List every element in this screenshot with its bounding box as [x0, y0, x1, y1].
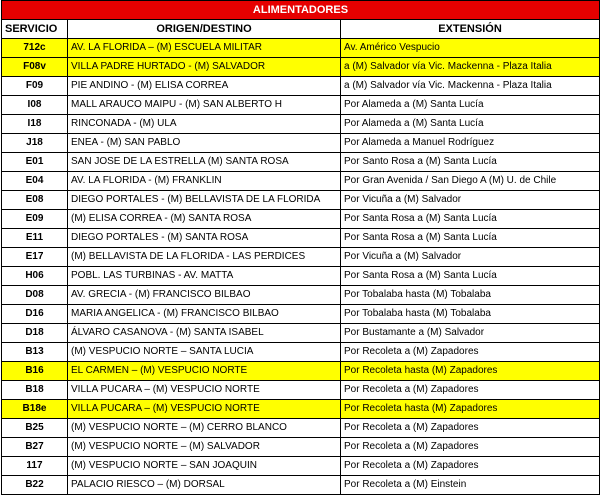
- cell-extension: Por Bustamante a (M) Salvador: [341, 324, 600, 343]
- table-row: [2, 115, 600, 134]
- table-row: [2, 438, 600, 457]
- cell-extension: Por Recoleta a (M) Zapadores: [341, 343, 600, 362]
- cell-servicio: I08: [2, 96, 68, 115]
- cell-extension: Por Recoleta a (M) Zapadores: [341, 381, 600, 400]
- table-row: [2, 343, 600, 362]
- cell-extension: Por Recoleta a (M) Einstein: [341, 476, 600, 495]
- cell-servicio: B22: [2, 476, 68, 495]
- table-row: [2, 39, 600, 58]
- cell-extension: Por Alameda a Manuel Rodríguez: [341, 134, 600, 153]
- cell-extension: Por Gran Avenida / San Diego A (M) U. de Chile: [341, 172, 600, 191]
- table-row: [2, 58, 600, 77]
- cell-extension: Por Alameda a (M) Santa Lucía: [341, 96, 600, 115]
- table-row: [2, 457, 600, 476]
- cell-origen-destino: (M) ELISA CORREA - (M) SANTA ROSA: [68, 210, 341, 229]
- header-servicio: SERVICIO: [2, 20, 68, 39]
- cell-extension: Por Recoleta hasta (M) Zapadores: [341, 362, 600, 381]
- cell-origen-destino: SAN JOSE DE LA ESTRELLA (M) SANTA ROSA: [68, 153, 341, 172]
- cell-origen-destino: (M) VESPUCIO NORTE – SAN JOAQUIN: [68, 457, 341, 476]
- cell-extension: Por Vicuña a (M) Salvador: [341, 248, 600, 267]
- cell-servicio: B25: [2, 419, 68, 438]
- header-origen-destino: ORIGEN/DESTINO: [68, 20, 341, 39]
- cell-servicio: D16: [2, 305, 68, 324]
- cell-extension: Por Alameda a (M) Santa Lucía: [341, 115, 600, 134]
- table-row: [2, 134, 600, 153]
- cell-origen-destino: (M) BELLAVISTA DE LA FLORIDA - LAS PERDICES: [68, 248, 341, 267]
- cell-servicio: E09: [2, 210, 68, 229]
- cell-servicio: 712c: [2, 39, 68, 58]
- cell-origen-destino: ÁLVARO CASANOVA - (M) SANTA ISABEL: [68, 324, 341, 343]
- cell-origen-destino: VILLA PUCARA – (M) VESPUCIO NORTE: [68, 381, 341, 400]
- table-row: [2, 77, 600, 96]
- cell-extension: Por Vicuña a (M) Salvador: [341, 191, 600, 210]
- cell-extension: Por Santo Rosa a (M) Santa Lucía: [341, 153, 600, 172]
- cell-servicio: 117: [2, 457, 68, 476]
- cell-origen-destino: DIEGO PORTALES - (M) SANTA ROSA: [68, 229, 341, 248]
- table-row: [2, 229, 600, 248]
- cell-origen-destino: MALL ARAUCO MAIPU - (M) SAN ALBERTO H: [68, 96, 341, 115]
- cell-servicio: F08v: [2, 58, 68, 77]
- cell-servicio: B16: [2, 362, 68, 381]
- table-row: [2, 210, 600, 229]
- cell-origen-destino: EL CARMEN – (M) VESPUCIO NORTE: [68, 362, 341, 381]
- cell-extension: a (M) Salvador vía Vic. Mackenna - Plaza Italia: [341, 77, 600, 96]
- table-row: [2, 305, 600, 324]
- table-row: [2, 267, 600, 286]
- cell-servicio: D08: [2, 286, 68, 305]
- table-title: ALIMENTADORES: [2, 1, 600, 20]
- cell-origen-destino: POBL. LAS TURBINAS - AV. MATTA: [68, 267, 341, 286]
- cell-origen-destino: PALACIO RIESCO – (M) DORSAL: [68, 476, 341, 495]
- cell-servicio: I18: [2, 115, 68, 134]
- cell-origen-destino: MARIA ANGELICA - (M) FRANCISCO BILBAO: [68, 305, 341, 324]
- cell-servicio: E01: [2, 153, 68, 172]
- alimentadores-table: [1, 0, 600, 495]
- cell-extension: Por Santa Rosa a (M) Santa Lucía: [341, 229, 600, 248]
- table-row: [2, 96, 600, 115]
- cell-extension: Por Recoleta a (M) Zapadores: [341, 438, 600, 457]
- cell-servicio: B27: [2, 438, 68, 457]
- table-row: [2, 400, 600, 419]
- cell-origen-destino: RINCONADA - (M) ULA: [68, 115, 341, 134]
- cell-extension: a (M) Salvador vía Vic. Mackenna - Plaza Italia: [341, 58, 600, 77]
- table-row: [2, 191, 600, 210]
- cell-servicio: H06: [2, 267, 68, 286]
- table-row: [2, 286, 600, 305]
- cell-servicio: E11: [2, 229, 68, 248]
- table-row: [2, 324, 600, 343]
- cell-servicio: E17: [2, 248, 68, 267]
- cell-extension: Av. Américo Vespucio: [341, 39, 600, 58]
- cell-servicio: E04: [2, 172, 68, 191]
- table-header-row: [2, 20, 600, 39]
- cell-origen-destino: (M) VESPUCIO NORTE – (M) SALVADOR: [68, 438, 341, 457]
- table-row: [2, 248, 600, 267]
- cell-extension: Por Tobalaba hasta (M) Tobalaba: [341, 305, 600, 324]
- table-row: [2, 476, 600, 495]
- cell-servicio: B18e: [2, 400, 68, 419]
- cell-servicio: B18: [2, 381, 68, 400]
- cell-servicio: B13: [2, 343, 68, 362]
- cell-extension: Por Santa Rosa a (M) Santa Lucía: [341, 267, 600, 286]
- cell-origen-destino: VILLA PUCARA – (M) VESPUCIO NORTE: [68, 400, 341, 419]
- cell-origen-destino: DIEGO PORTALES - (M) BELLAVISTA DE LA FLORIDA: [68, 191, 341, 210]
- cell-servicio: J18: [2, 134, 68, 153]
- cell-origen-destino: AV. GRECIA - (M) FRANCISCO BILBAO: [68, 286, 341, 305]
- cell-origen-destino: PIE ANDINO - (M) ELISA CORREA: [68, 77, 341, 96]
- cell-extension: Por Recoleta a (M) Zapadores: [341, 457, 600, 476]
- table-row: [2, 419, 600, 438]
- header-extension: EXTENSIÓN: [341, 20, 600, 39]
- table-row: [2, 172, 600, 191]
- table-row: [2, 381, 600, 400]
- cell-origen-destino: ENEA - (M) SAN PABLO: [68, 134, 341, 153]
- cell-origen-destino: AV. LA FLORIDA – (M) ESCUELA MILITAR: [68, 39, 341, 58]
- cell-origen-destino: (M) VESPUCIO NORTE – (M) CERRO BLANCO: [68, 419, 341, 438]
- table-body: [2, 39, 600, 495]
- cell-extension: Por Santa Rosa a (M) Santa Lucía: [341, 210, 600, 229]
- table-title-row: [2, 1, 600, 20]
- cell-servicio: D18: [2, 324, 68, 343]
- table-row: [2, 153, 600, 172]
- cell-extension: Por Recoleta hasta (M) Zapadores: [341, 400, 600, 419]
- cell-origen-destino: (M) VESPUCIO NORTE – SANTA LUCIA: [68, 343, 341, 362]
- cell-servicio: F09: [2, 77, 68, 96]
- cell-extension: Por Recoleta a (M) Zapadores: [341, 419, 600, 438]
- cell-extension: Por Tobalaba hasta (M) Tobalaba: [341, 286, 600, 305]
- cell-origen-destino: VILLA PADRE HURTADO - (M) SALVADOR: [68, 58, 341, 77]
- cell-origen-destino: AV. LA FLORIDA - (M) FRANKLIN: [68, 172, 341, 191]
- cell-servicio: E08: [2, 191, 68, 210]
- table-row: [2, 362, 600, 381]
